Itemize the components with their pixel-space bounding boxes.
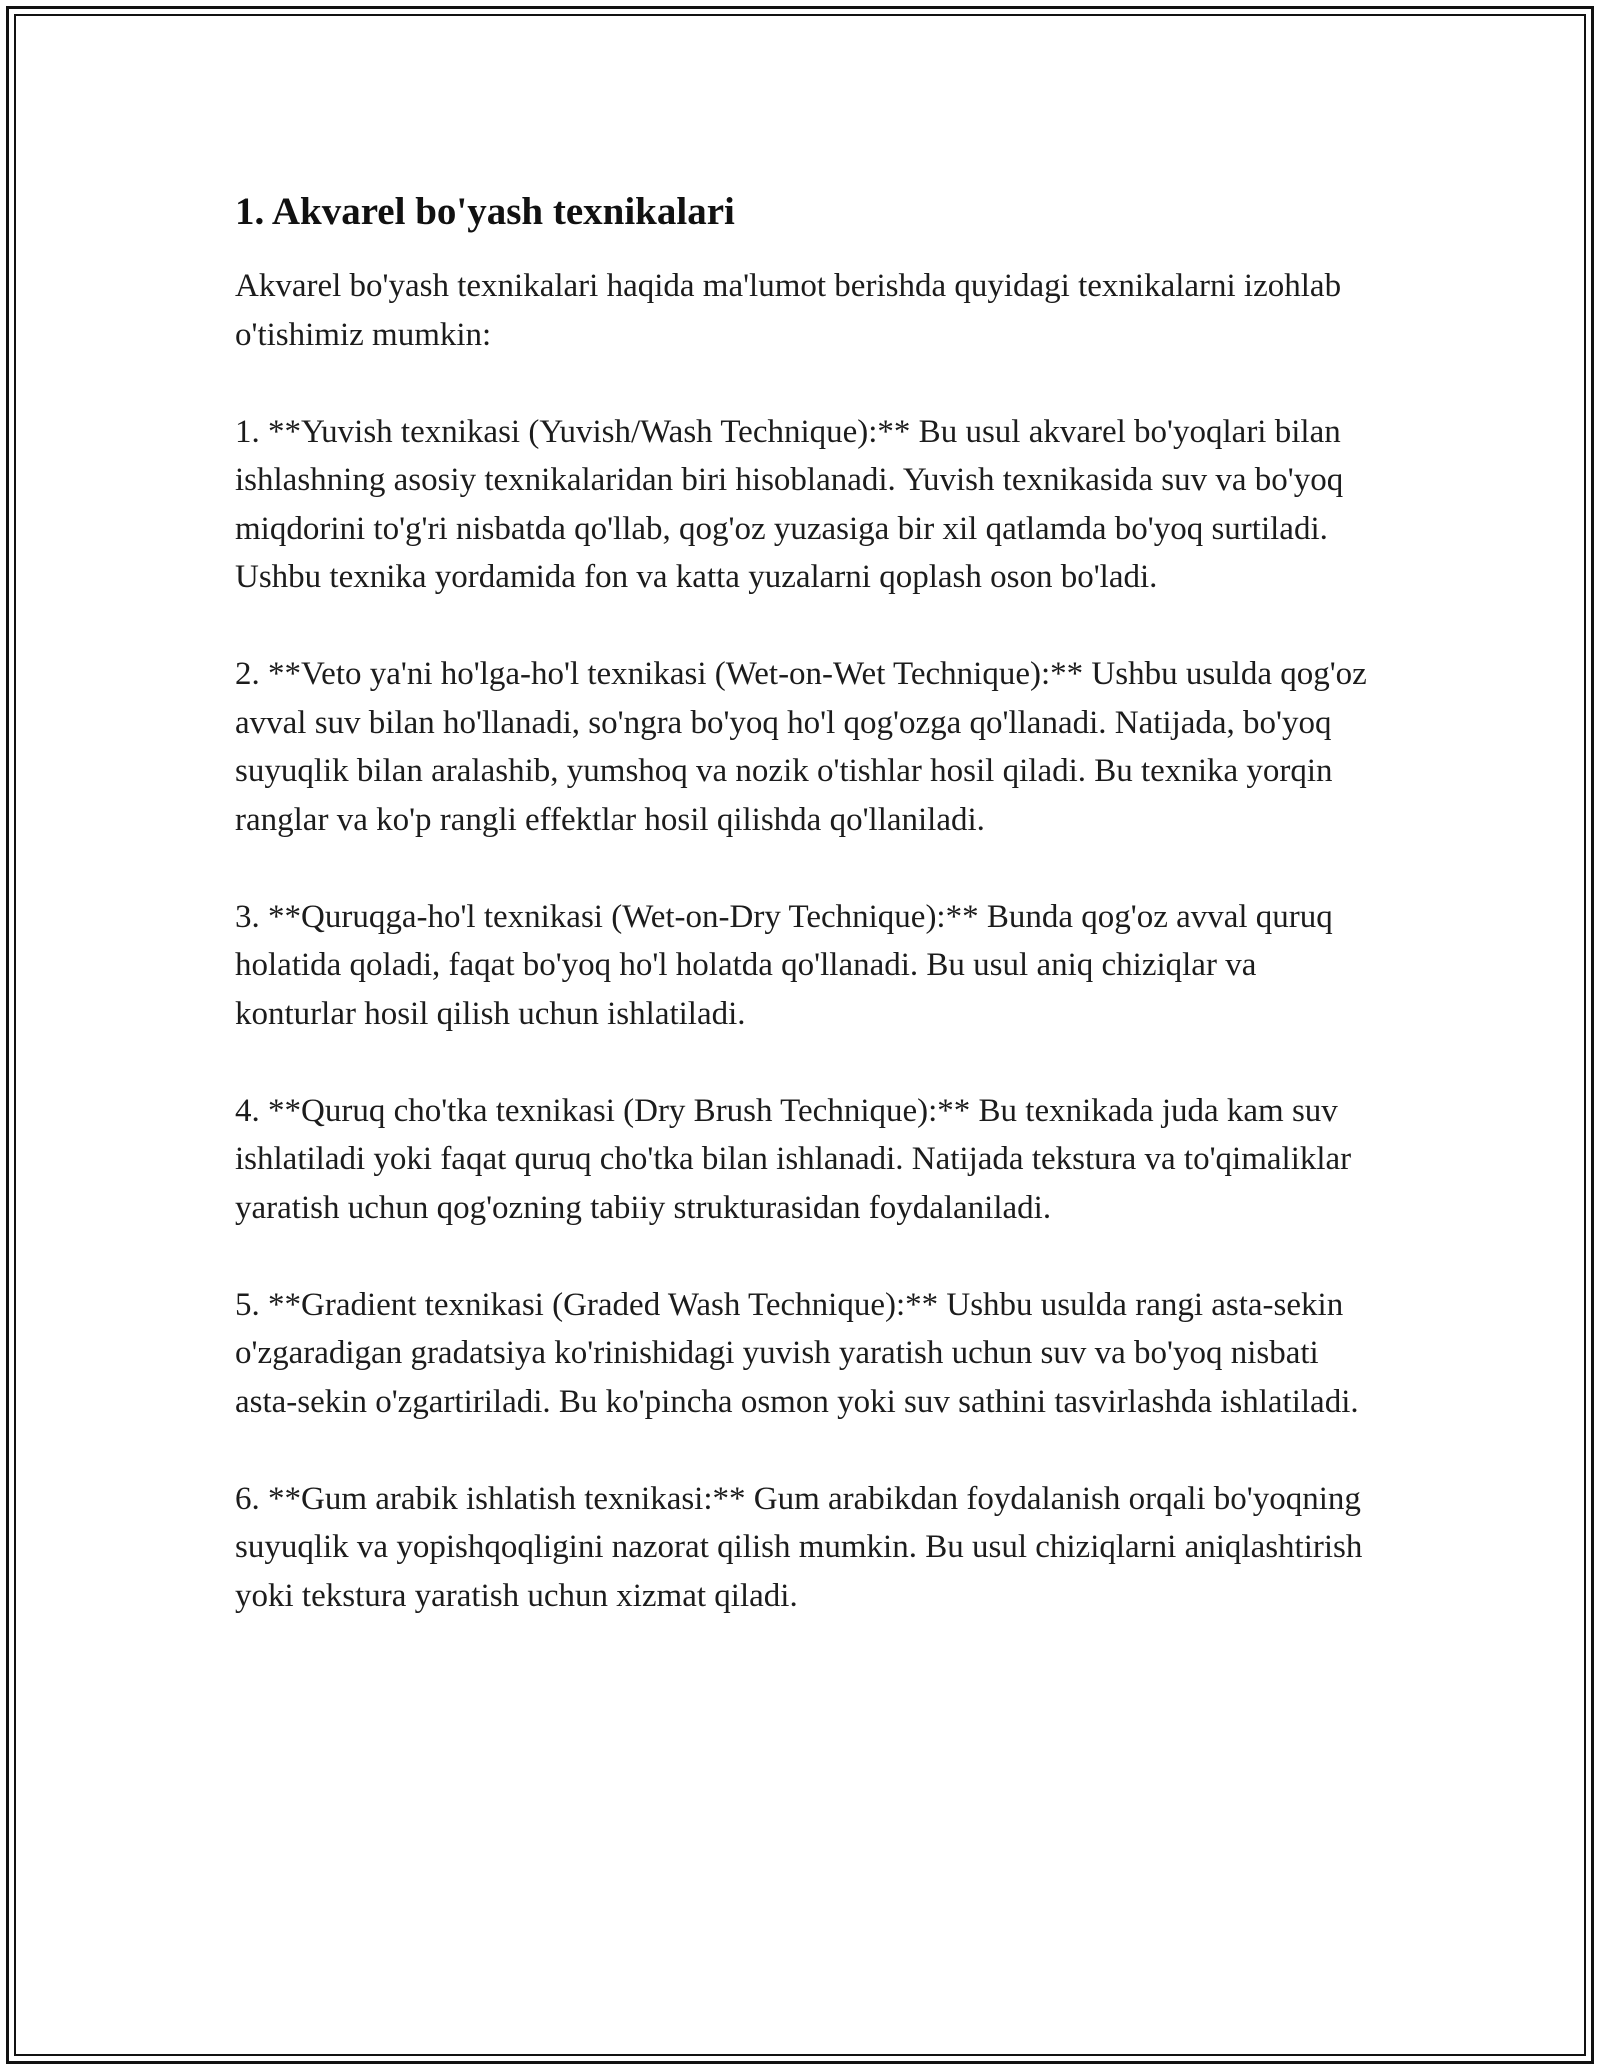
technique-item-6: 6. **Gum arabik ishlatish texnikasi:** Gum arabikdan foydalanish orqali bo'yoqning suyuqlik va yopishqoqligini nazorat qilish mumkin. Bu usul chiziqlarni aniqlashtirish yoki tekstura yaratish uchun xizmat qiladi. bbox=[235, 1480, 1363, 1614]
technique-item-5: 5. **Gradient texnikasi (Graded Wash Technique):** Ushbu usulda rangi asta-sekin o'zgaradigan gradatsiya ko'rinishidagi yuvish yaratish uchun suv va bo'yoq nisbati asta-sekin o'zgartiriladi. Bu ko'pincha osmon yoki suv sathini tasvirlashda ishlatiladi. bbox=[235, 1286, 1359, 1420]
technique-item-1: 1. **Yuvish texnikasi (Yuvish/Wash Technique):** Bu usul akvarel bo'yoqlari bilan ishlashning asosiy texnikalaridan biri hisoblanadi. Yuvish texnikasida suv va bo'yoq miqdorini to'g'ri nisbatda qo'llab, qog'oz yuzasiga bir xil qatlamda bo'yoq surtiladi. Ushbu texnika yordamida fon va katta yuzalarni qoplash oson bo'ladi. bbox=[235, 413, 1344, 595]
technique-item-3: 3. **Quruqga-ho'l texnikasi (Wet-on-Dry Technique):** Bunda qog'oz avval quruq holatida qoladi, faqat bo'yoq ho'l holatda qo'llanadi. Bu usul aniq chiziqlar va konturlar hosil qilish uchun ishlatiladi. bbox=[235, 898, 1333, 1032]
document-body bbox=[235, 186, 1375, 1669]
document-title: 1. Akvarel bo'yash texnikalari bbox=[235, 190, 735, 233]
intro-paragraph: Akvarel bo'yash texnikalari haqida ma'lumot berishda quyidagi texnikalarni izohlab o'tishimiz mumkin: bbox=[235, 268, 1342, 353]
technique-item-2: 2. **Veto ya'ni ho'lga-ho'l texnikasi (Wet-on-Wet Technique):** Ushbu usulda qog'oz avval suv bilan ho'llanadi, so'ngra bo'yoq ho'l qog'ozga qo'llanadi. Natijada, bo'yoq suyuqlik bilan aralashib, yumshoq va nozik o'tishlar hosil qiladi. Bu texnika yorqin ranglar va ko'p rangli effektlar hosil qilishda qo'llaniladi. bbox=[235, 656, 1367, 838]
technique-item-4: 4. **Quruq cho'tka texnikasi (Dry Brush Technique):** Bu texnikada juda kam suv ishlatiladi yoki faqat quruq cho'tka bilan ishlanadi. Natijada tekstura va to'qimaliklar yaratish uchun qog'ozning tabiiy strukturasidan foydalaniladi. bbox=[235, 1092, 1352, 1226]
